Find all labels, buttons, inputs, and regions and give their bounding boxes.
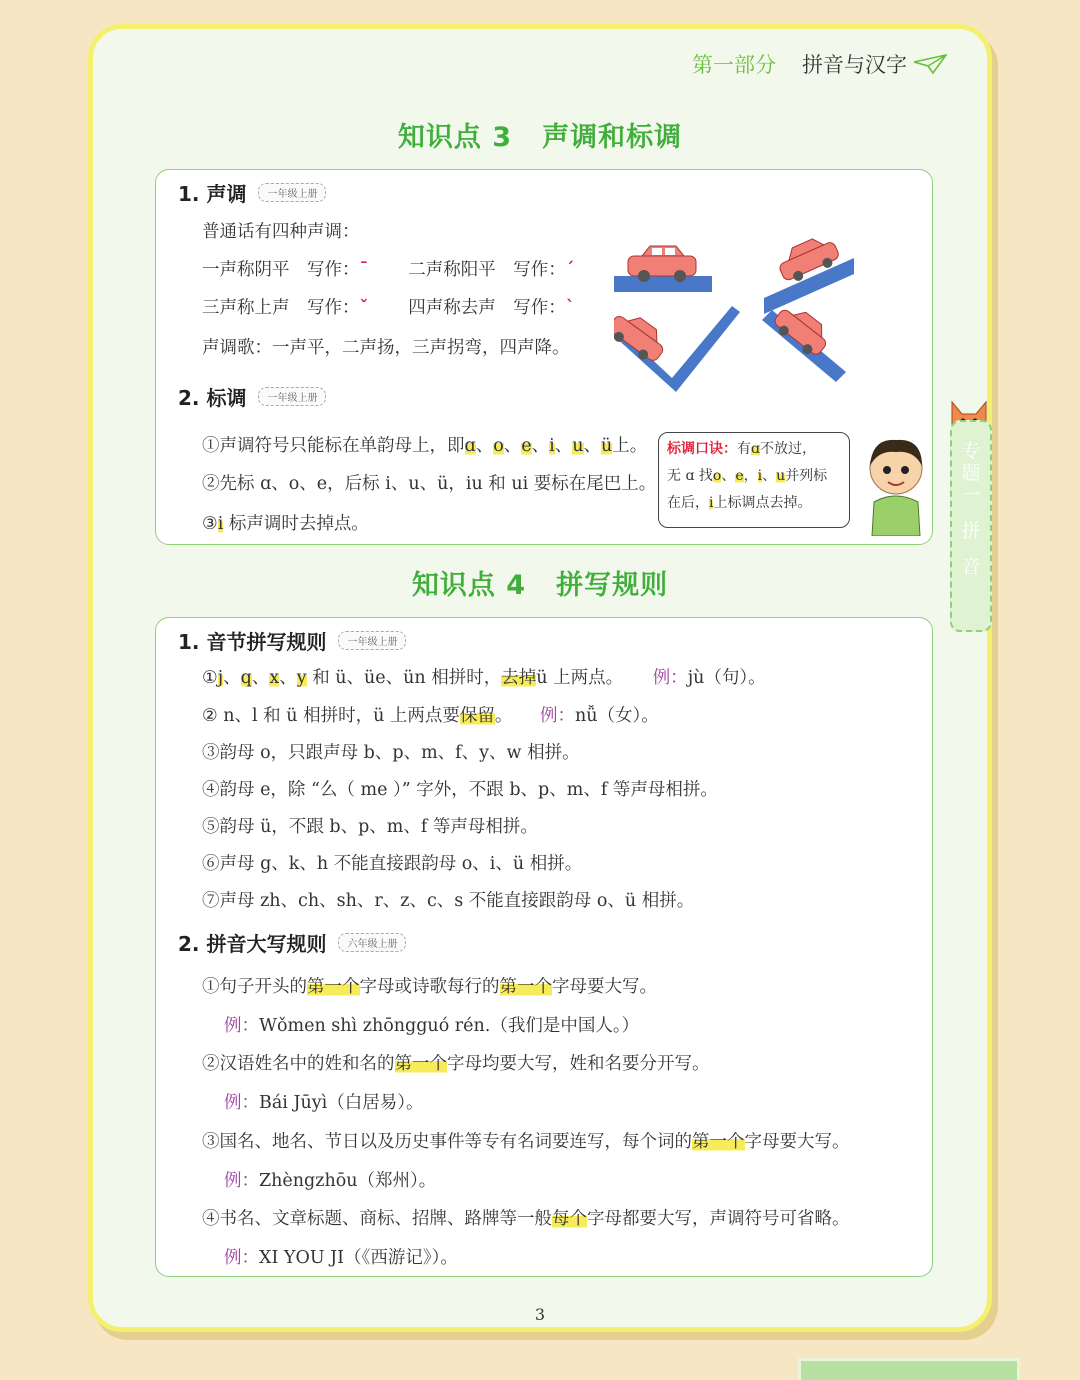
side-tab-char: 音	[961, 556, 981, 578]
kp3-number: 知识点 3	[397, 122, 513, 153]
rule-text: ③国名、地名、节日以及历史事件等专有名词要连写，每个词的	[202, 1132, 692, 1152]
vowel-i: i	[549, 436, 555, 456]
separator: 、	[762, 468, 777, 484]
tone-2-mark: ˊ	[565, 260, 575, 280]
syllable-rule-3: ③韵母 o，只跟声母 b、p、m、f、y、w 相拼。	[202, 743, 580, 763]
rule-text: ④书名、文章标题、商标、招牌、路牌等一般	[202, 1209, 552, 1229]
chapter-title: 拼音与汉字	[802, 53, 907, 77]
separator: 、	[223, 668, 241, 688]
capital-example-2	[224, 1089, 423, 1114]
rule-text: 字母均要大写，姓和名要分开写。	[447, 1054, 710, 1074]
mnemonic-title: 标调口诀：	[667, 441, 737, 457]
separator: 、	[554, 436, 573, 456]
example-text: Bái Jūyì（白居易）。	[259, 1093, 424, 1113]
mnemonic-highlight: e	[735, 468, 744, 484]
capital-rule-4	[202, 1205, 850, 1230]
rule-number: ③	[202, 514, 218, 534]
separator: 、	[503, 436, 522, 456]
keyword-highlight: 第一个	[499, 977, 552, 997]
chapter-side-tab[interactable]	[950, 420, 992, 632]
vowel-i: i	[217, 514, 224, 534]
keyword-highlight: 第一个	[394, 1054, 447, 1074]
separator: ，	[743, 468, 758, 484]
kp4-title	[93, 563, 987, 602]
side-tab-char: 题	[961, 462, 981, 484]
rule-text: 字母都要大写，声调符号可省略。	[587, 1209, 850, 1229]
vowel-u: u	[572, 436, 584, 456]
mnemonic-highlight: u	[776, 468, 786, 484]
marking-rule-3	[202, 510, 369, 535]
tone-cars-illustration-bottom	[614, 296, 904, 396]
example-label: 例：	[540, 706, 575, 726]
syllable-rules-title: 1. 音节拼写规则	[178, 630, 327, 654]
example-text: Wǒmen shì zhōngguó rén.（我们是中国人。）	[259, 1016, 640, 1036]
rule-number: ①	[202, 668, 218, 688]
example-label: 例：	[224, 1016, 259, 1036]
example-text: jù（句）。	[687, 668, 766, 688]
vowel-o: o	[493, 436, 504, 456]
marking-section-title: 2. 标调	[178, 386, 247, 410]
syllable-rules-header	[178, 626, 406, 655]
separator: 、	[583, 436, 601, 456]
example-text: nǚ（女）。	[575, 706, 659, 726]
keyword-highlight: 保留	[459, 706, 495, 726]
rule-text: ü 上两点。	[536, 668, 624, 688]
grade-tag: 一年级上册	[258, 183, 326, 202]
car-icon	[614, 306, 671, 367]
grade-tag: 一年级上册	[338, 631, 406, 650]
mnemonic-highlight: i	[757, 468, 763, 484]
syllable-rule-4: ④韵母 e，除 “么（ me ）” 字外，不跟 b、p、m、f 等声母相拼。	[202, 780, 718, 800]
keyword-highlight: 去掉	[501, 668, 537, 688]
tone-line-3-4	[202, 294, 575, 319]
example-label: 例：	[652, 668, 688, 688]
rule-text: ①声调符号只能标在单韵母上，即	[202, 436, 465, 456]
syllable-rule-7: ⑦声母 zh、ch、sh、r、z、c、s 不能直接跟韵母 o、ü 相拼。	[202, 891, 695, 911]
kp4-name: 拼写规则	[556, 570, 669, 601]
tone-2-text: 二声称阳平 写作：	[408, 260, 566, 280]
side-tab-char: 专	[961, 440, 981, 462]
capital-rule-2	[202, 1050, 710, 1075]
page-sheet	[88, 24, 992, 1332]
capital-rule-1	[202, 973, 657, 998]
grade-tag: 一年级上册	[258, 387, 326, 406]
rule-text: 字母要大写。	[552, 977, 657, 997]
tone-3-text: 三声称上声 写作：	[202, 298, 360, 318]
tone-section-header	[178, 178, 326, 207]
separator: 、	[279, 668, 297, 688]
mnemonic-text: 有	[737, 441, 751, 457]
rule-text: 和 ü、üe、ün 相拼时，	[312, 668, 502, 688]
keyword-highlight: 每个	[552, 1209, 587, 1229]
separator: 、	[251, 668, 270, 688]
kp4-number: 知识点 4	[411, 570, 527, 601]
tone-4-text: 四声称去声 写作：	[408, 298, 566, 318]
rule-text: 上。	[612, 436, 648, 456]
vowel-e: e	[521, 436, 532, 456]
keyword-highlight: 第一个	[692, 1132, 745, 1152]
tone-line-1-2	[202, 256, 575, 281]
tone-song: 声调歌：一声平，二声扬，三声拐弯，四声降。	[202, 338, 570, 358]
vowel-v: ü	[601, 436, 613, 456]
mnemonic-text: 不放过，	[759, 441, 816, 457]
kp3-box	[155, 169, 933, 545]
grade-tag: 六年级上册	[338, 933, 406, 952]
rule-text: 字母要大写。	[744, 1132, 850, 1152]
syllable-rule-5: ⑤韵母 ü，不跟 b、p、m、f 等声母相拼。	[202, 817, 538, 837]
kp3-title	[93, 115, 987, 154]
rule-text: 。	[494, 706, 513, 726]
mnemonic-text: 上标调点去掉。	[713, 495, 812, 511]
mnemonic-line-1	[667, 436, 841, 463]
example-label: 例：	[224, 1093, 259, 1113]
boy-illustration	[864, 432, 928, 536]
tone-3-mark: ˇ	[359, 298, 369, 318]
vowel-a: ɑ	[464, 436, 476, 456]
side-tab-char: 拼	[961, 520, 981, 542]
letter-highlight: y	[296, 668, 307, 688]
page-number-text: 3	[534, 1305, 546, 1324]
letter-highlight: j	[217, 668, 224, 688]
example-text: Zhèngzhōu（郑州）。	[259, 1171, 437, 1191]
mnemonic-highlight: ɑ	[751, 441, 760, 457]
rule-text: 标声调时去掉点。	[228, 514, 369, 534]
capital-example-4	[224, 1244, 458, 1269]
capital-rules-header	[178, 928, 406, 957]
separator: 、	[721, 468, 736, 484]
kp3-name: 声调和标调	[542, 122, 683, 153]
mnemonic-bubble	[658, 432, 850, 528]
tone-1-mark: ˉ	[359, 260, 369, 280]
mnemonic-highlight: i	[709, 495, 714, 511]
side-tab-char: 一	[961, 484, 981, 506]
syllable-rule-1	[202, 664, 766, 689]
letter-highlight: q	[240, 668, 252, 688]
syllable-rule-2	[202, 702, 659, 727]
page-number	[93, 1305, 987, 1324]
mnemonic-highlight: o	[712, 468, 722, 484]
rule-text: ①句子开头的	[202, 977, 307, 997]
example-label: 例：	[224, 1171, 259, 1191]
marking-section-header	[178, 382, 326, 411]
marking-rule-1	[202, 432, 647, 457]
tone-4-mark: ˋ	[565, 298, 575, 318]
mnemonic-text: 并列标	[785, 468, 828, 484]
keyword-highlight: 第一个	[307, 977, 360, 997]
example-text: XI YOU JI（《西游记》）。	[259, 1248, 458, 1268]
mnemonic-line-2	[667, 463, 841, 490]
letter-highlight: x	[269, 668, 280, 688]
capital-rules-title: 2. 拼音大写规则	[178, 932, 327, 956]
mnemonic-text: 无 ɑ 找	[667, 468, 713, 484]
page-header	[692, 49, 947, 79]
capital-example-3	[224, 1167, 436, 1192]
mnemonic-text: 在后，	[667, 495, 709, 511]
tone-intro: 普通话有四种声调：	[202, 222, 360, 242]
kp4-box	[155, 617, 933, 1277]
part-label: 第一部分	[692, 53, 776, 77]
rule-text: ② n、l 和 ü 相拼时，ü 上两点要	[202, 706, 460, 726]
tone-1-text: 一声称阴平 写作：	[202, 260, 360, 280]
next-page-edge	[798, 1358, 1020, 1380]
rule-text: ②汉语姓名中的姓和名的	[202, 1054, 395, 1074]
syllable-rule-6: ⑥声母 g、k、h 不能直接跟韵母 o、i、ü 相拼。	[202, 854, 583, 874]
separator: 、	[475, 436, 494, 456]
rule-text: 字母或诗歌每行的	[359, 977, 500, 997]
example-label: 例：	[224, 1248, 259, 1268]
paper-plane-icon	[913, 53, 947, 75]
marking-rule-2: ②先标 ɑ、o、e，后标 i、u、ü，iu 和 ui 要标在尾巴上。	[202, 474, 657, 494]
separator: 、	[531, 436, 550, 456]
capital-rule-3	[202, 1128, 850, 1153]
tone-section-title: 1. 声调	[178, 182, 247, 206]
capital-example-1	[224, 1012, 639, 1037]
mnemonic-line-3	[667, 490, 841, 517]
